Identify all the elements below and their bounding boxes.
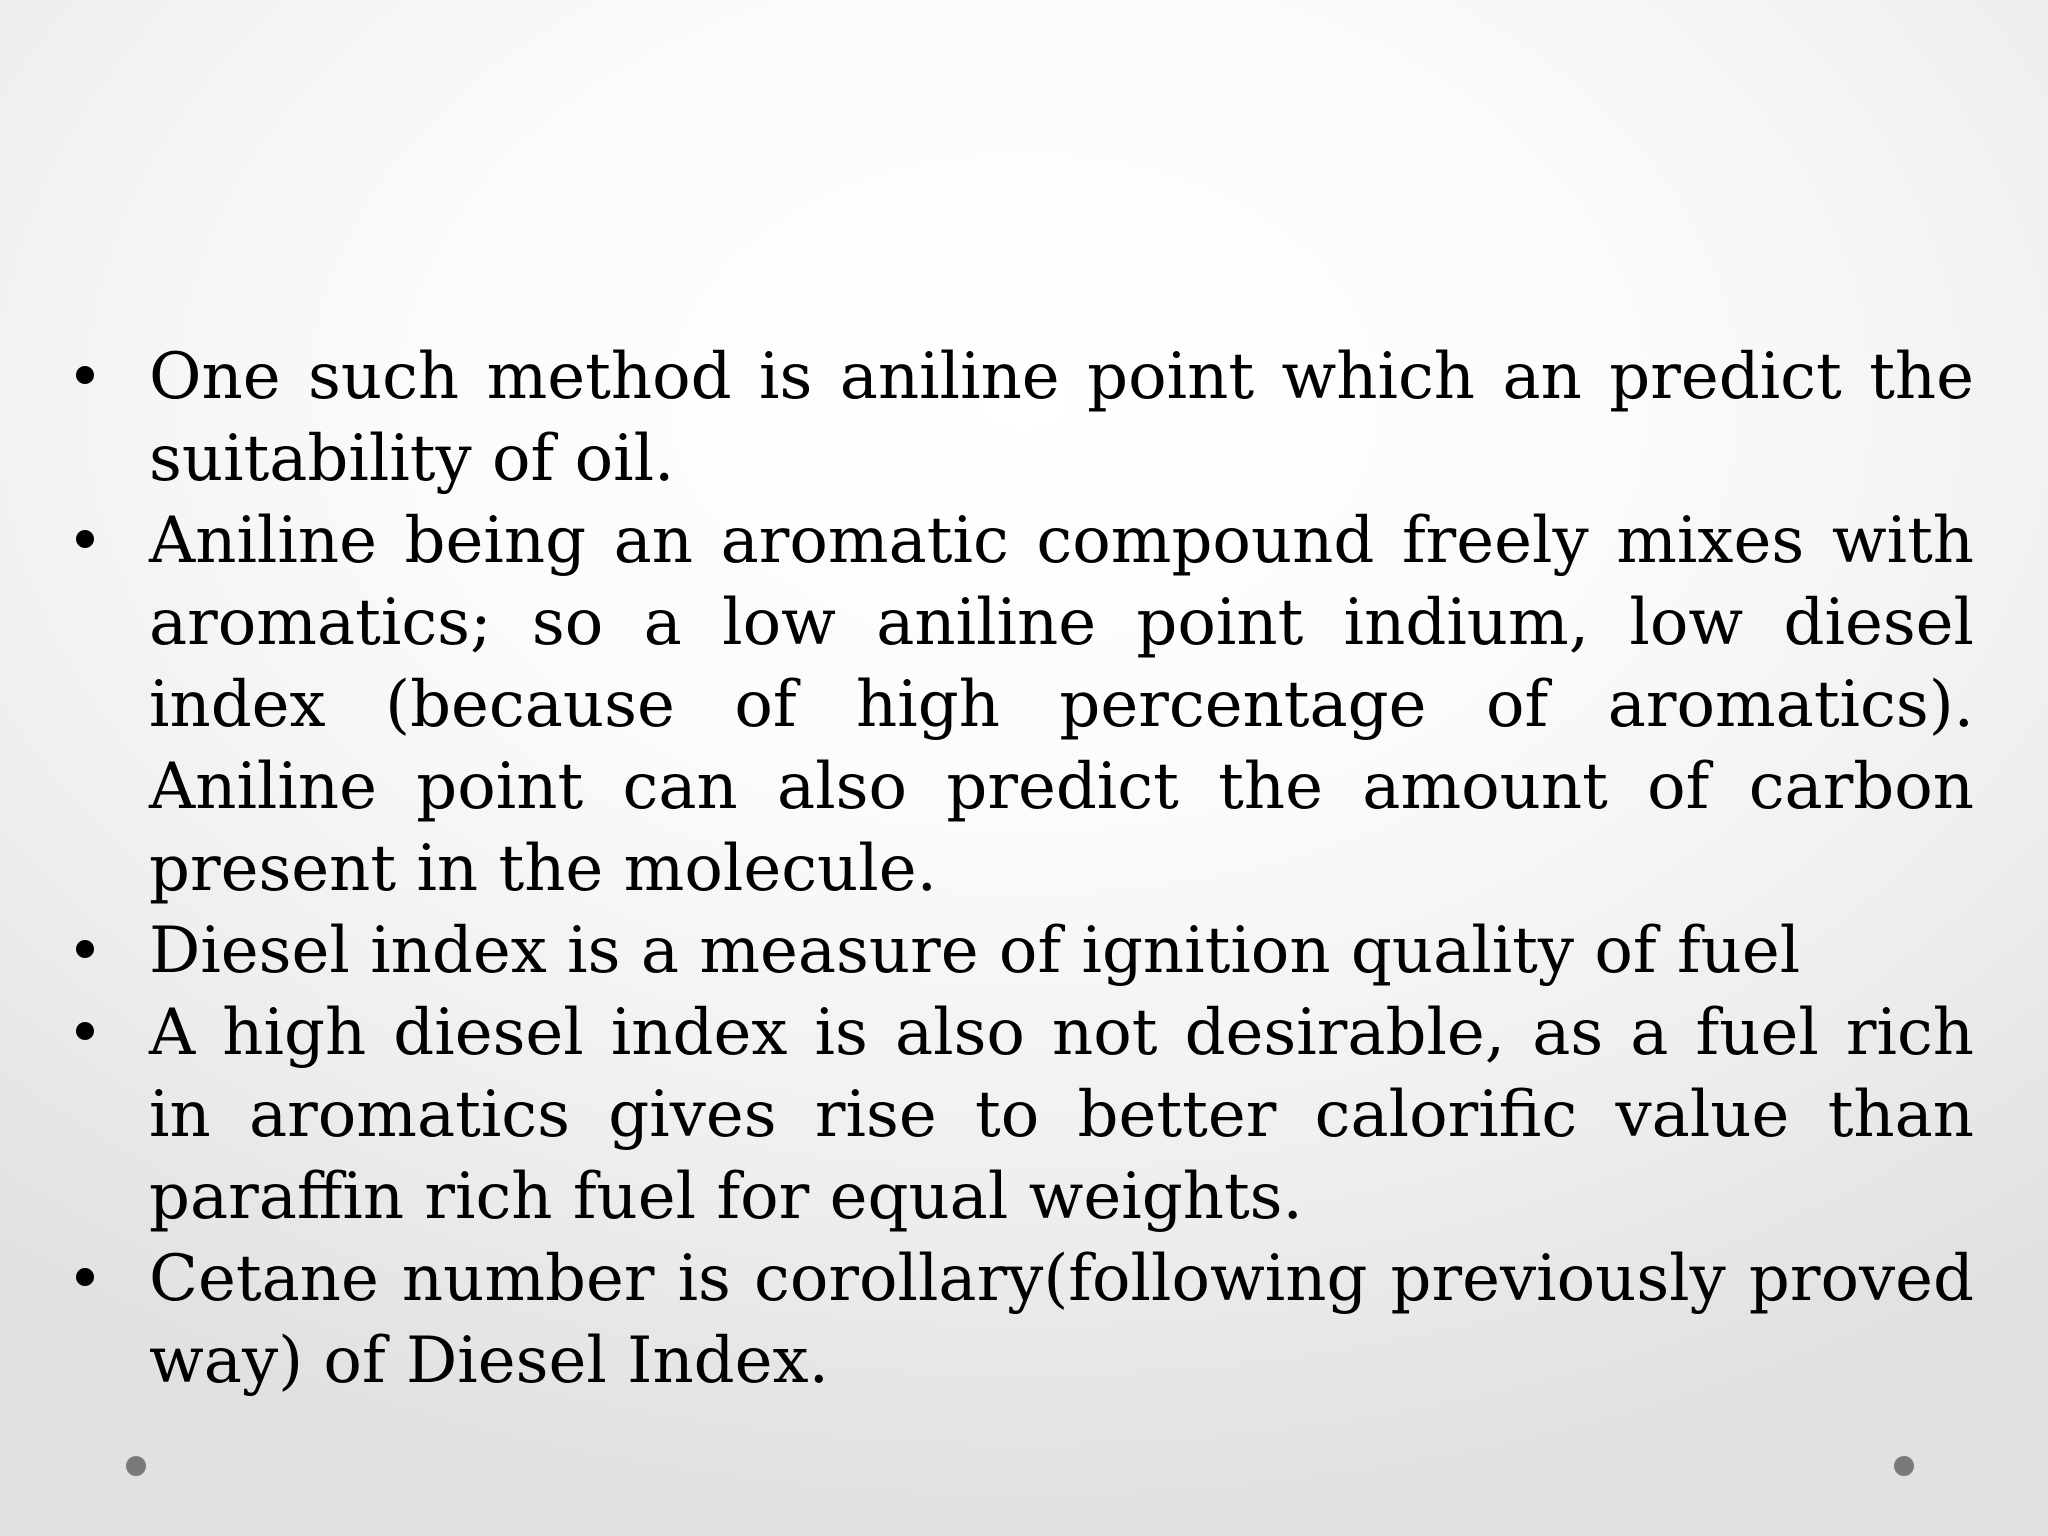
decorative-dot-icon-right: [1894, 1456, 1914, 1476]
bullet-dot-icon: [76, 530, 94, 548]
bullet-text: A high diesel index is also not desirable, as a fuel rich in aromatics gives rise to better calorific value than paraffin rich fuel for equal weights.: [149, 996, 1974, 1234]
decorative-dot-icon-left: [126, 1456, 146, 1476]
bullet-dot-icon: [76, 1268, 94, 1286]
bullet-text: Cetane number is corollary(following previously proved way) of Diesel Index.: [149, 1242, 1974, 1398]
bullet-item-aniline-aromatics: [62, 500, 1974, 910]
bullet-text: Aniline being an aromatic compound freely mixes with aromatics; so a low aniline point indium, low diesel index (because of high percentage of aromatics). Aniline point can also predict the amount of carbon present in the molecule.: [149, 504, 1974, 906]
bullet-item-high-diesel-index: [62, 992, 1974, 1238]
bullet-item-aniline-method: [62, 336, 1974, 500]
bullet-text: Diesel index is a measure of ignition quality of fuel: [149, 914, 1801, 988]
bullet-list: [62, 336, 1974, 1402]
bullet-dot-icon: [76, 940, 94, 958]
bullet-text: One such method is aniline point which an predict the suitability of oil.: [149, 340, 1974, 496]
bullet-item-diesel-index: [62, 910, 1974, 992]
bullet-dot-icon: [76, 1022, 94, 1040]
bullet-dot-icon: [76, 366, 94, 384]
bullet-item-cetane-number: [62, 1238, 1974, 1402]
